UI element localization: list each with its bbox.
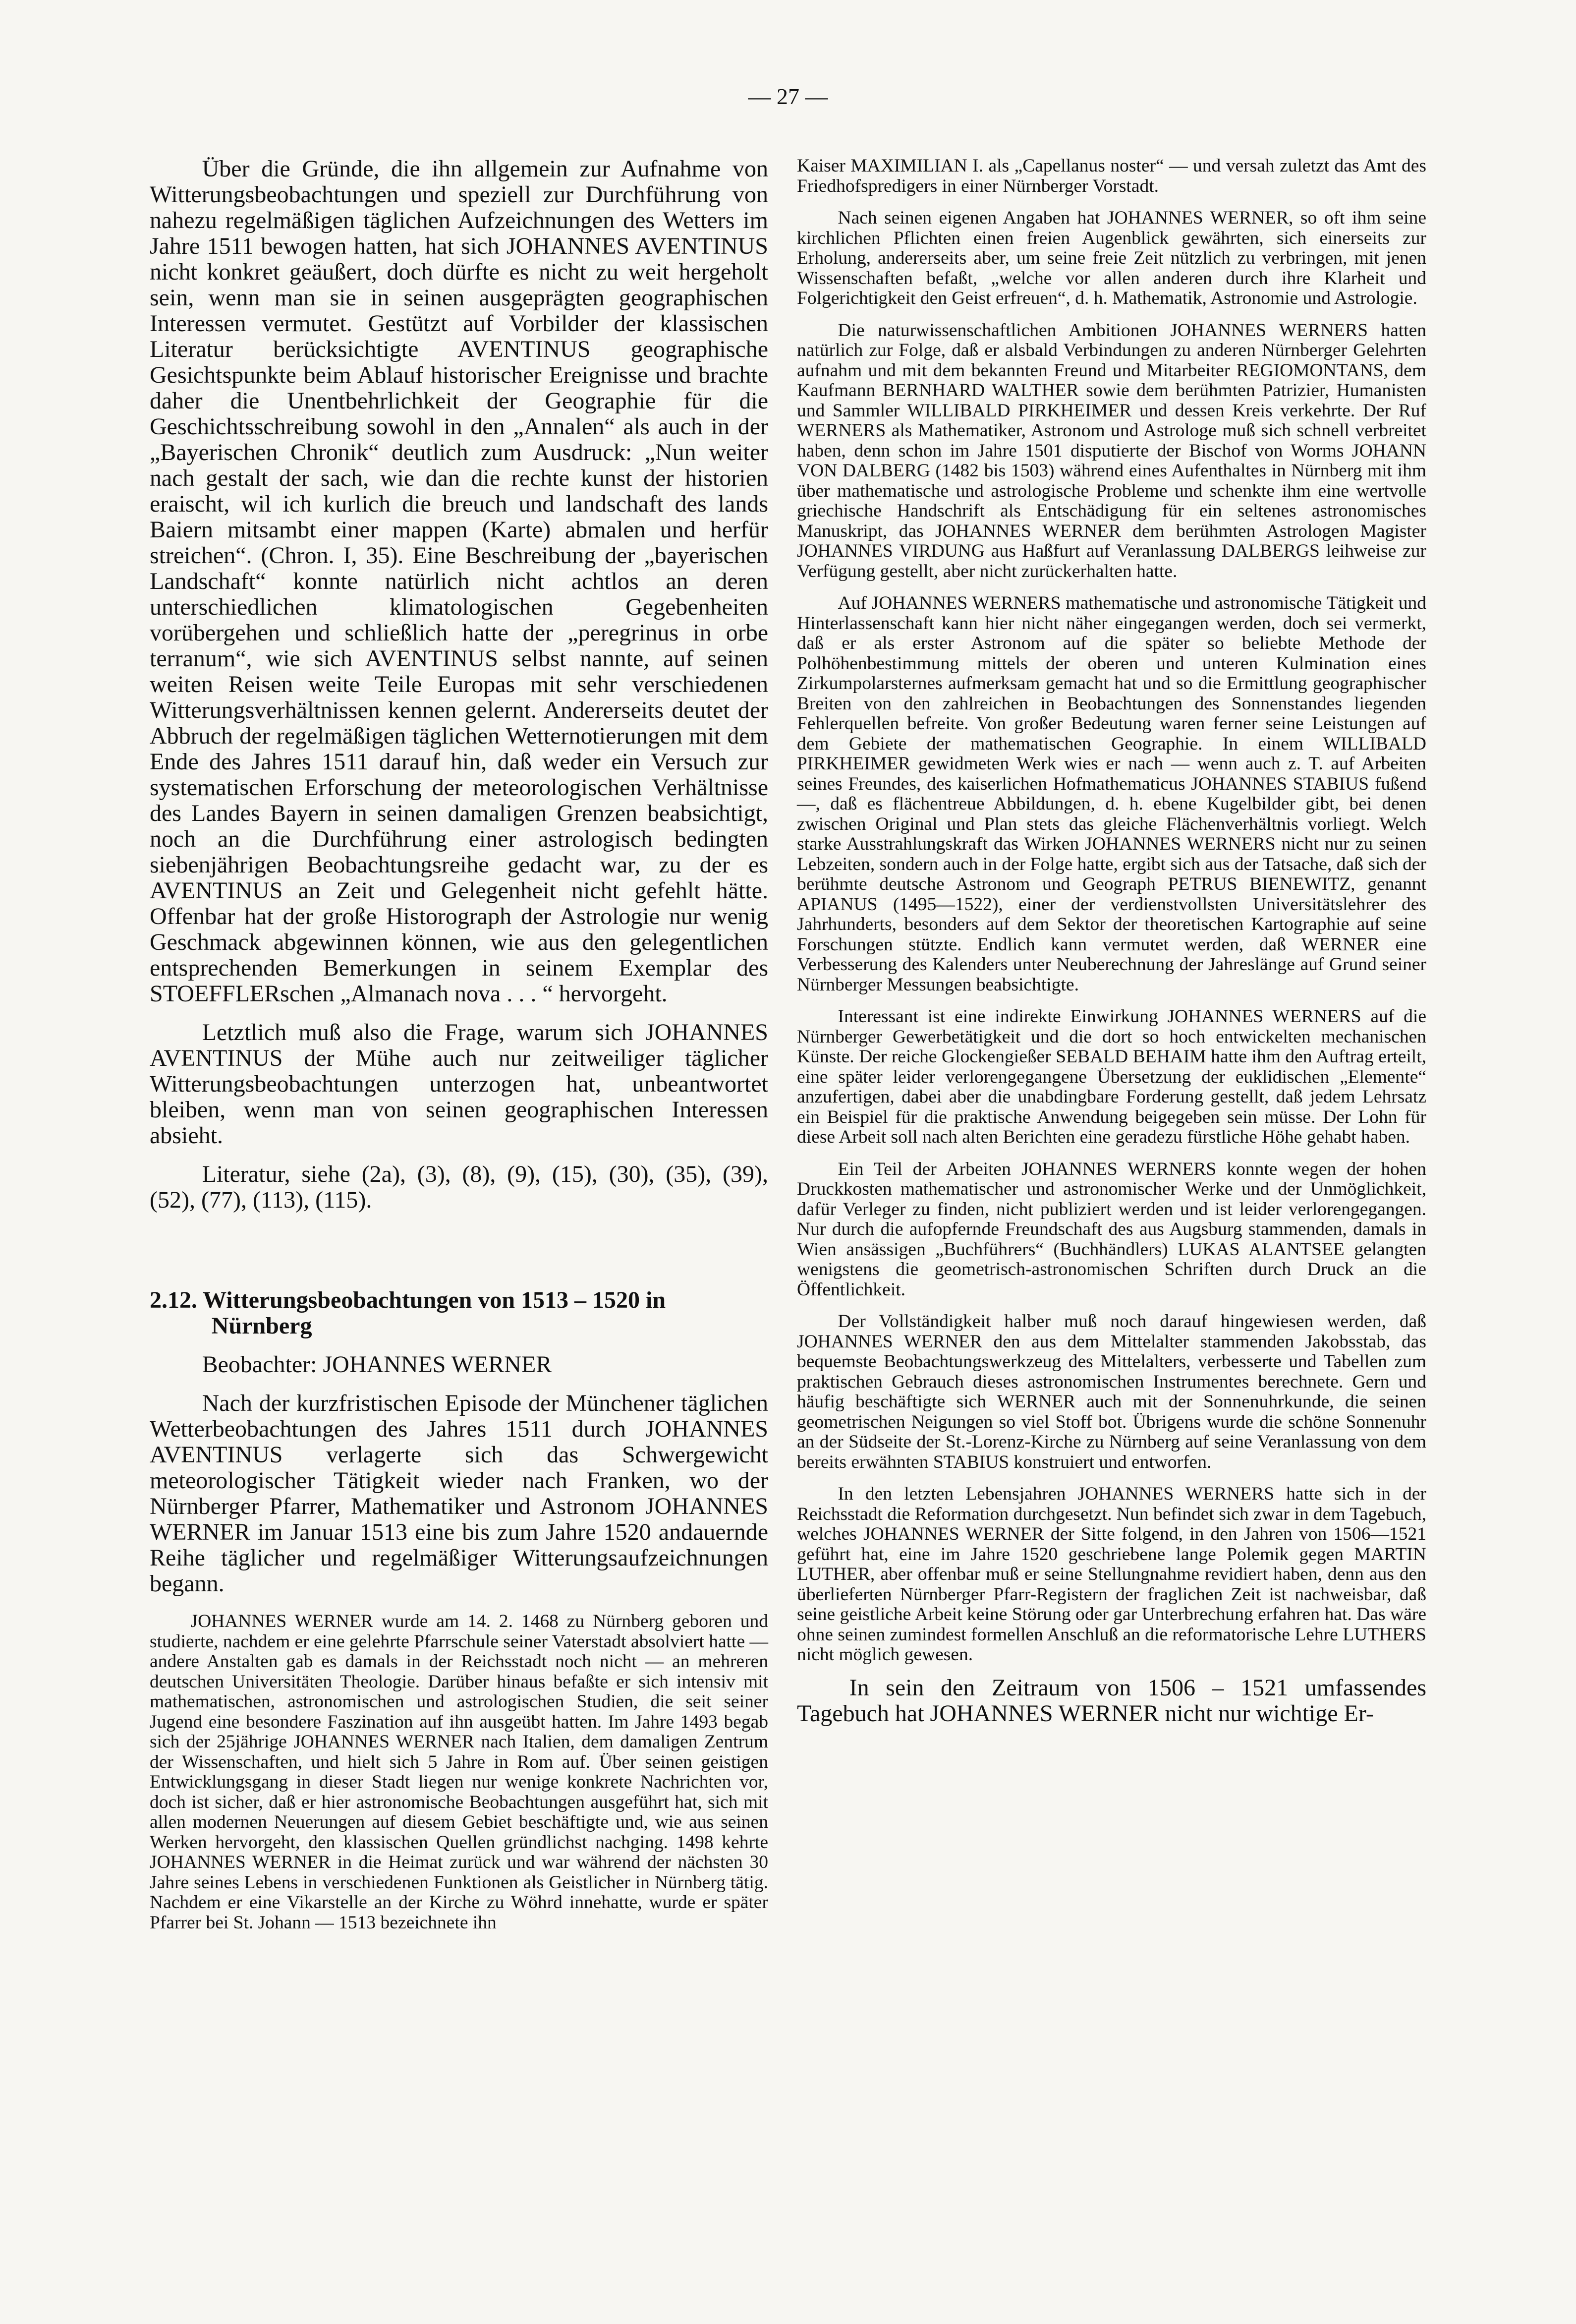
paragraph-aventinus-reasons: Über die Gründe, die ihn allgemein zur Aufnahme von Witterungsbeobachtungen und speziell zur Durchführung von nahezu regelmäßigen täglichen Aufzeichnungen des Wetters im Jahre 1511 bewogen hatten, hat sich JOHANNES AVENTINUS nicht konkret geäußert, doch dürfte es nicht zu weit hergeholt sein, wenn man sie in seinen ausgeprägten geographischen Interessen vermutet. Gestützt auf Vorbilder der klassischen Literatur berücksichtigte AVENTINUS geographische Gesichtspunkte beim Ablauf historischer Ereignisse und brachte daher die Unentbehrlichkeit der Geographie für die Geschichtsschreibung sowohl in den „Annalen“ als auch in der „Bayerischen Chronik“ deutlich zum Ausdruck: „Nun weiter nach gestalt der sach, wie dan die rechte kunst der historien eraischt, wil ich kurlich die breuch und landschaft des lands Baiern mitsambt einer mappen (Karte) abmalen und herfür streichen“. (Chron. I, 35). Eine Beschreibung der „bayerischen Landschaft“ konnte natürlich nicht achtlos an deren unterschiedlichen klimatologischen Gegebenheiten vorübergehen und schließlich hatte der „peregrinus in orbe terranum“, wie sich AVENTINUS selbst nannte, auf seinen weiten Reisen weite Teile Europas mit sehr verschiedenen Witterungsverhältnissen kennen gelernt. Andererseits deutet der Abbruch der regelmäßigen täglichen Wetternotierungen mit dem Ende des Jahres 1511 darauf hin, daß weder ein Versuch zur systematischen Erforschung der meteorologischen Verhältnisse des Landes Bayern in seinen damaligen Grenzen beabsichtigt, noch an die Durchführung einer astrologisch bedingten siebenjährigen Beobachtungsreihe gedacht war, zu der es AVENTINUS an Zeit und Gelegenheit nicht gefehlt hätte. Offenbar hat der große Historograph der Astrologie nur wenig Geschmack abgewinnen können, wie aus den gelegentlichen entsprechenden Bemerkungen in seinem Exemplar des STOEFFLERschen „Almanach nova . . . “ hervorgeht. <box>150 156 768 1007</box>
paragraph-werner-intro: Nach der kurzfristischen Episode der Münchener täglichen Wetterbeobachtungen des Jahres 1511 durch JOHANNES AVENTINUS verlagerte sich das Schwergewicht meteorologischer Tätigkeit wieder nach Franken, wo der Nürnberger Pfarrer, Mathematiker und Astronom JOHANNES WERNER im Januar 1513 eine bis zum Jahre 1520 andauernde Reihe täglicher und regelmäßiger Witterungsaufzeichnungen begann. <box>150 1390 768 1597</box>
literature-references: Literatur, siehe (2a), (3), (8), (9), (15), (30), (35), (39), (52), (77), (113), (115). <box>150 1161 768 1213</box>
paragraph-conclusion: Letztlich muß also die Frage, warum sich JOHANNES AVENTINUS der Mühe auch nur zeitweiliger täglicher Witterungsbeobachtungen unterzogen hat, unbeantwortet bleiben, wenn man von seinen geographischen Interessen absieht. <box>150 1019 768 1149</box>
observer-line: Beobachter: JOHANNES WERNER <box>202 1351 552 1378</box>
right-column <box>797 156 1426 1750</box>
paragraph-ambitions: Die naturwissenschaftlichen Ambitionen JOHANNES WERNERS hatten natürlich zur Folge, daß er alsbald Verbindungen zu anderen Nürnberger Gelehrten aufnahm und mit dem bekannten Freund und Mitarbeiter REGIOMONTANS, dem Kaufmann BERNHARD WALTHER sowie dem berühmten Patrizier, Humanisten und Sammler WILLIBALD PIRKHEIMER und dessen Kreis verkehrte. Der Ruf WERNERS als Mathematiker, Astronom und Astrologe muß sich schnell verbreitet haben, denn schon im Jahre 1501 disputierte der Bischof von Worms JOHANN VON DALBERG (1482 bis 1503) während eines Aufenthaltes in Nürnberg mit ihm über mathematische und astrologische Probleme und schenkte ihm eine wertvolle griechische Handschrift als Entschädigung für ein seltenes astronomisches Manuskript, das JOHANNES WERNER dem berühmten Astrologen Magister JOHANNES VIRDUNG aus Haßfurt auf Veranlassung DALBERGS leihweise zur Verfügung gestellt, aber nicht zurückerhalten hatte. <box>797 320 1426 581</box>
section-heading: 2.12. Witterungsbeobachtungen von 1513 – 1520 in Nürnberg <box>150 1287 666 1339</box>
paragraph-jakobsstab: Der Vollständigkeit halber muß noch darauf hingewiesen werden, daß JOHANNES WERNER den aus dem Mittelalter stammenden Jakobsstab, das bequemste Beobachtungswerkzeug des Mittelalters, verbesserte und Tabellen zum praktischen Gebrauch dieses astronomischen Instrumentes berechnete. Gern und häufig beschäftigte sich WERNER auch mit der Sonnenuhrkunde, die seinen geometrischen Neigungen so viel Stoff bot. Übrigens wurde die schöne Sonnenuhr an der Südseite der St.-Lorenz-Kirche zu Nürnberg auf seine Veranlassung von dem bereits erwähnten STABIUS konstruiert und entworfen. <box>797 1311 1426 1472</box>
left-column <box>150 156 768 1933</box>
page-number: — 27 — <box>748 84 828 109</box>
paragraph-capellanus: Kaiser MAXIMILIAN I. als „Capellanus noster“ — und versah zuletzt das Amt des Friedhofspredigers in einer Nürnberger Vorstadt. <box>797 156 1426 196</box>
paragraph-mathematical-work: Auf JOHANNES WERNERS mathematische und astronomische Tätigkeit und Hinterlassenschaft kann hier nicht näher eingegangen werden, doch sei vermerkt, daß er als erster Astronom auf die später so beliebte Methode der Polhöhenbestimmung mittels der oberen und unteren Kulmination eines Zirkumpolarsternes aufmerksam gemacht hat und so die Ermittlung geographischer Breiten von den zahlreichen in Beobachtungen des Sonnenstandes liegenden Fehlerquellen befreite. Von großer Bedeutung waren ferner seine Leistungen auf dem Gebiete der mathematischen Geographie. In einem WILLIBALD PIRKHEIMER gewidmeten Werk wies er nach — wenn auch z. T. auf Arbeiten seines Freundes, des kaiserlichen Hofmathematicus JOHANNES STABIUS fußend —, daß es flächentreue Abbildungen, d. h. ebene Kugelbilder gibt, bei denen zwischen Original und Plan stets das gleiche Flächenverhältnis vorliegt. Welch starke Ausstrahlungskraft das Wirken JOHANNES WERNERS nicht nur zu seinen Lebzeiten, sondern auch in der Folge hatte, ergibt sich aus der Tatsache, daß sich der berühmte deutsche Astronom und Geograph PETRUS BIENEWITZ, genannt APIANUS (1495—1522), einer der verdienstvollsten Universitätslehrer des Jahrhunderts, besonders auf dem Sektor der theoretischen Kartographie auf seine Forschungen stützte. Endlich kann vermutet werden, daß WERNER eine Verbesserung des Kalenders unter Neuberechnung der Jahreslänge auf Grund seiner Nürnberger Messungen beabsichtigte. <box>797 593 1426 995</box>
paragraph-own-statements: Nach seinen eigenen Angaben hat JOHANNES WERNER, so oft ihm seine kirchlichen Pflichten einen freien Augenblick gewährten, sich einerseits zur Erholung, andererseits aber, um seine freie Zeit nützlich zu verbringen, mit jenen Wissenschaften befaßt, „welche vor allen anderen durch ihre Klarheit und Folgerichtigkeit den Geist erfreuen“, d. h. Mathematik, Astronomie und Astrologie. <box>797 208 1426 308</box>
paragraph-werner-biography: JOHANNES WERNER wurde am 14. 2. 1468 zu Nürnberg geboren und studierte, nachdem er eine gelehrte Pfarrschule seiner Vaterstadt absolviert hatte — andere Anstalten gab es damals in der Reichsstadt noch nicht — an mehreren deutschen Universitäten Theologie. Darüber hinaus befaßte er sich intensiv mit mathematischen, astronomischen und astrologischen Studien, die seit seiner Jugend eine besondere Faszination auf ihn ausgeübt hatten. Im Jahre 1493 begab sich der 25jährige JOHANNES WERNER nach Italien, dem damaligen Zentrum der Wissenschaften, und hielt sich 5 Jahre in Rom auf. Über seinen geistigen Entwicklungsgang in dieser Stadt liegen nur wenige konkrete Nachrichten vor, doch ist sicher, daß er hier astronomische Beobachtungen ausgeführt hat, sich mit allen modernen Neuerungen auf diesem Gebiet beschäftigte und, wie aus seinen Werken hervorgeht, den klassischen Quellen gründlichst nachging. 1498 kehrte JOHANNES WERNER in die Heimat zurück und war während der nächsten 30 Jahre seines Lebens in verschiedenen Funktionen als Geistlicher in Nürnberg tätig. Nachdem er eine Vikarstelle an der Kirche zu Wöhrd innehatte, wurde er später Pfarrer bei St. Johann — 1513 bezeichnete ihn <box>150 1611 768 1933</box>
paragraph-reformation: In den letzten Lebensjahren JOHANNES WERNERS hatte sich in der Reichsstadt die Reformation durchgesetzt. Nun befindet sich zwar in dem Tagebuch, welches JOHANNES WERNER der Sitte folgend, in den Jahren von 1506—1521 geführt hat, eine im Jahre 1520 geschriebene lange Polemik gegen MARTIN LUTHER, aber offenbar muß er seine Stellungnahme revidiert haben, denn aus den überlieferten Nürnberger Pfarr-Registern der fraglichen Zeit ist nachweisbar, daß seine geistliche Arbeit keine Störung oder gar Unterbrechung erfahren hat. Das wäre ohne seinen zumindest formellen Anschluß an die reformatorische Lehre LUTHERS nicht möglich gewesen. <box>797 1484 1426 1665</box>
paragraph-publications: Ein Teil der Arbeiten JOHANNES WERNERS konnte wegen der hohen Druckkosten mathematischer und astronomischer Werke und der Unmöglichkeit, dafür Verleger zu finden, nicht publiziert werden und ist leider verlorengegangen. Nur durch die aufopfernde Freundschaft des aus Augsburg stammenden, damals in Wien ansässigen „Buchführers“ (Buchhändlers) LUKAS ALANTSEE gelangten wenigstens die geometrisch-astronomischen Schriften durch Druck an die Öffentlichkeit. <box>797 1159 1426 1300</box>
paragraph-diary: In sein den Zeitraum von 1506 – 1521 umfassendes Tagebuch hat JOHANNES WERNER nicht nur wichtige Er- <box>797 1674 1426 1727</box>
paragraph-indirect-influence: Interessant ist eine indirekte Einwirkung JOHANNES WERNERS auf die Nürnberger Gewerbetätigkeit und die dort so hoch entwickelten mechanischen Künste. Der reiche Glockengießer SEBALD BEHAIM hatte ihm den Auftrag erteilt, eine später leider verlorengegangene Übersetzung der euklidischen „Elemente“ anzufertigen, dabei aber die unabdingbare Forderung gestellt, daß jedem Lehrsatz ein Beispiel für die praktische Anwendung beigegeben sein müsse. Der Lohn für diese Arbeit soll nach alten Berichten eine geradezu fürstliche Höhe gehabt haben. <box>797 1006 1426 1147</box>
